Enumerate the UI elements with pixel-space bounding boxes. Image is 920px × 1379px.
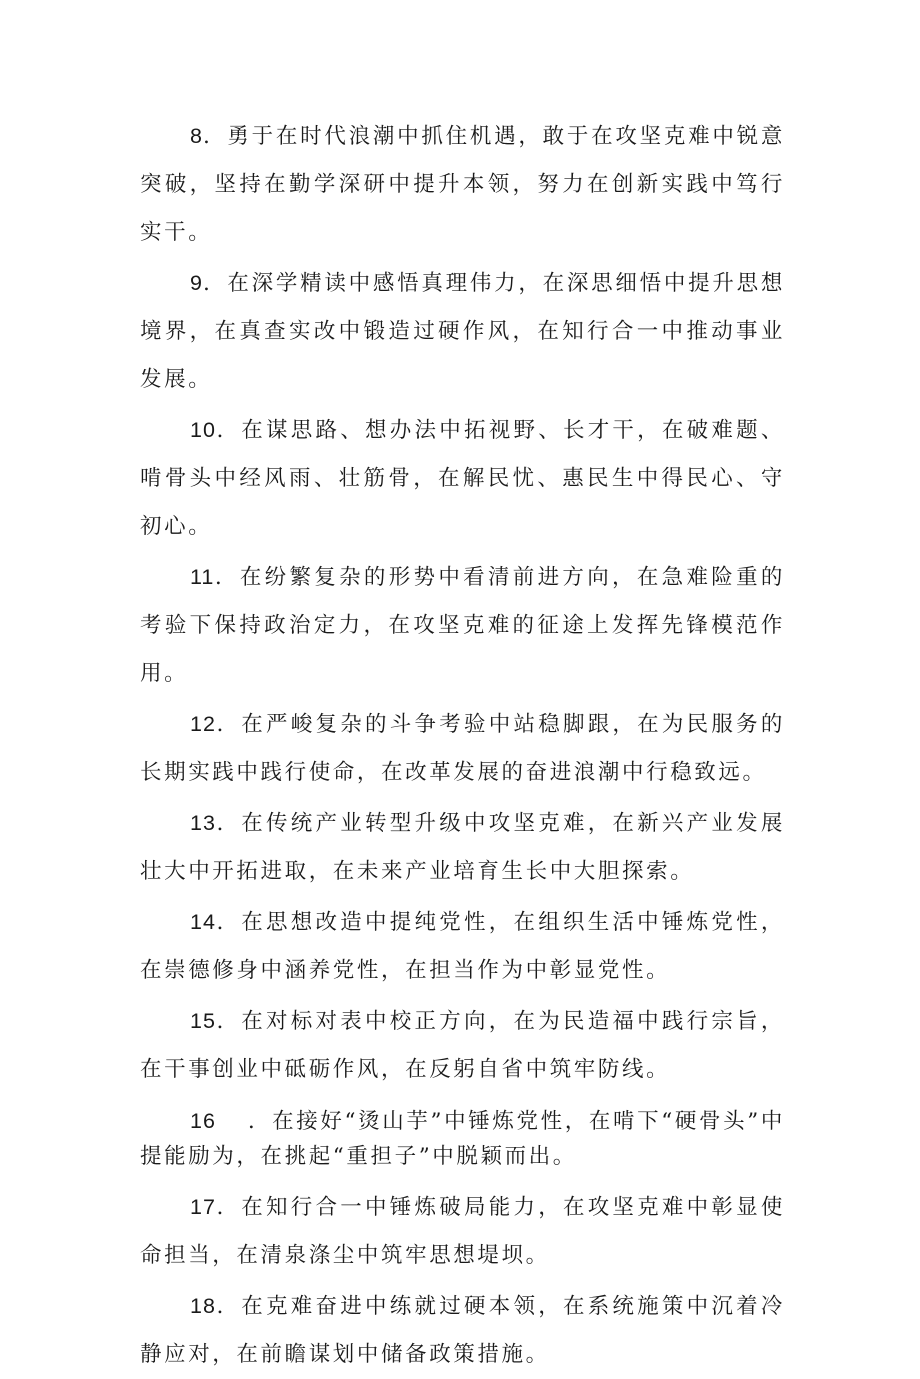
list-item [140,553,785,698]
item-text: ．勇于在时代浪潮中抓住机遇，敢于在攻坚克难中锐意突破，坚持在勤学深研中提升本领，努力在创新实践中笃行实干。 [140,124,785,245]
list-item [140,259,785,404]
item-number: 13 [190,811,216,835]
list-item [140,1104,785,1174]
item-text: ．在纷繁复杂的形势中看清前进方向，在急难险重的考验下保持政治定力，在攻坚克难的征途上发挥先锋模范作用。 [140,565,785,686]
list-item [140,799,785,896]
list-item [140,700,785,797]
item-text: ．在传统产业转型升级中攻坚克难，在新兴产业发展壮大中开拓进取，在未来产业培育生长中大胆探索。 [140,811,785,884]
list-item [140,1183,785,1280]
list-item [140,997,785,1094]
item-number: 15 [190,1009,216,1033]
item-number: 16 [190,1109,216,1133]
item-text: ．在思想改造中提纯党性，在组织生活中锤炼党性，在崇德修身中涵养党性，在担当作为中彰显党性。 [140,910,785,983]
list-item [140,1282,785,1379]
item-number: 8 [190,124,203,148]
document-body [140,112,785,1379]
item-number: 12 [190,712,216,736]
item-number: 18 [190,1294,216,1318]
item-text: ．在对标对表中校正方向，在为民造福中践行宗旨，在干事创业中砥砺作风，在反躬自省中筑牢防线。 [140,1009,785,1082]
item-text: ．在知行合一中锤炼破局能力，在攻坚克难中彰显使命担当，在清泉涤尘中筑牢思想堤坝。 [140,1195,785,1268]
item-text: ．在严峻复杂的斗争考验中站稳脚跟，在为民服务的长期实践中践行使命，在改革发展的奋进浪潮中行稳致远。 [140,712,785,785]
item-number: 17 [190,1195,216,1219]
item-number: 11 [190,565,215,589]
item-text: ．在接好“烫山芋”中锤炼党性，在啃下“硬骨头”中提能励为，在挑起“重担子”中脱颖而出。 [140,1109,785,1169]
item-number: 10 [190,418,216,442]
item-text: ．在深学精读中感悟真理伟力，在深思细悟中提升思想境界，在真查实改中锻造过硬作风，在知行合一中推动事业发展。 [140,271,785,392]
item-text: ．在谋思路、想办法中拓视野、长才干，在破难题、啃骨头中经风雨、壮筋骨，在解民忧、惠民生中得民心、守初心。 [140,418,785,539]
list-item [140,406,785,551]
item-number: 9 [190,271,203,295]
item-text: ．在克难奋进中练就过硬本领，在系统施策中沉着冷静应对，在前瞻谋划中储备政策措施。 [140,1294,785,1367]
list-item [140,898,785,995]
list-item [140,112,785,257]
item-number: 14 [190,910,216,934]
